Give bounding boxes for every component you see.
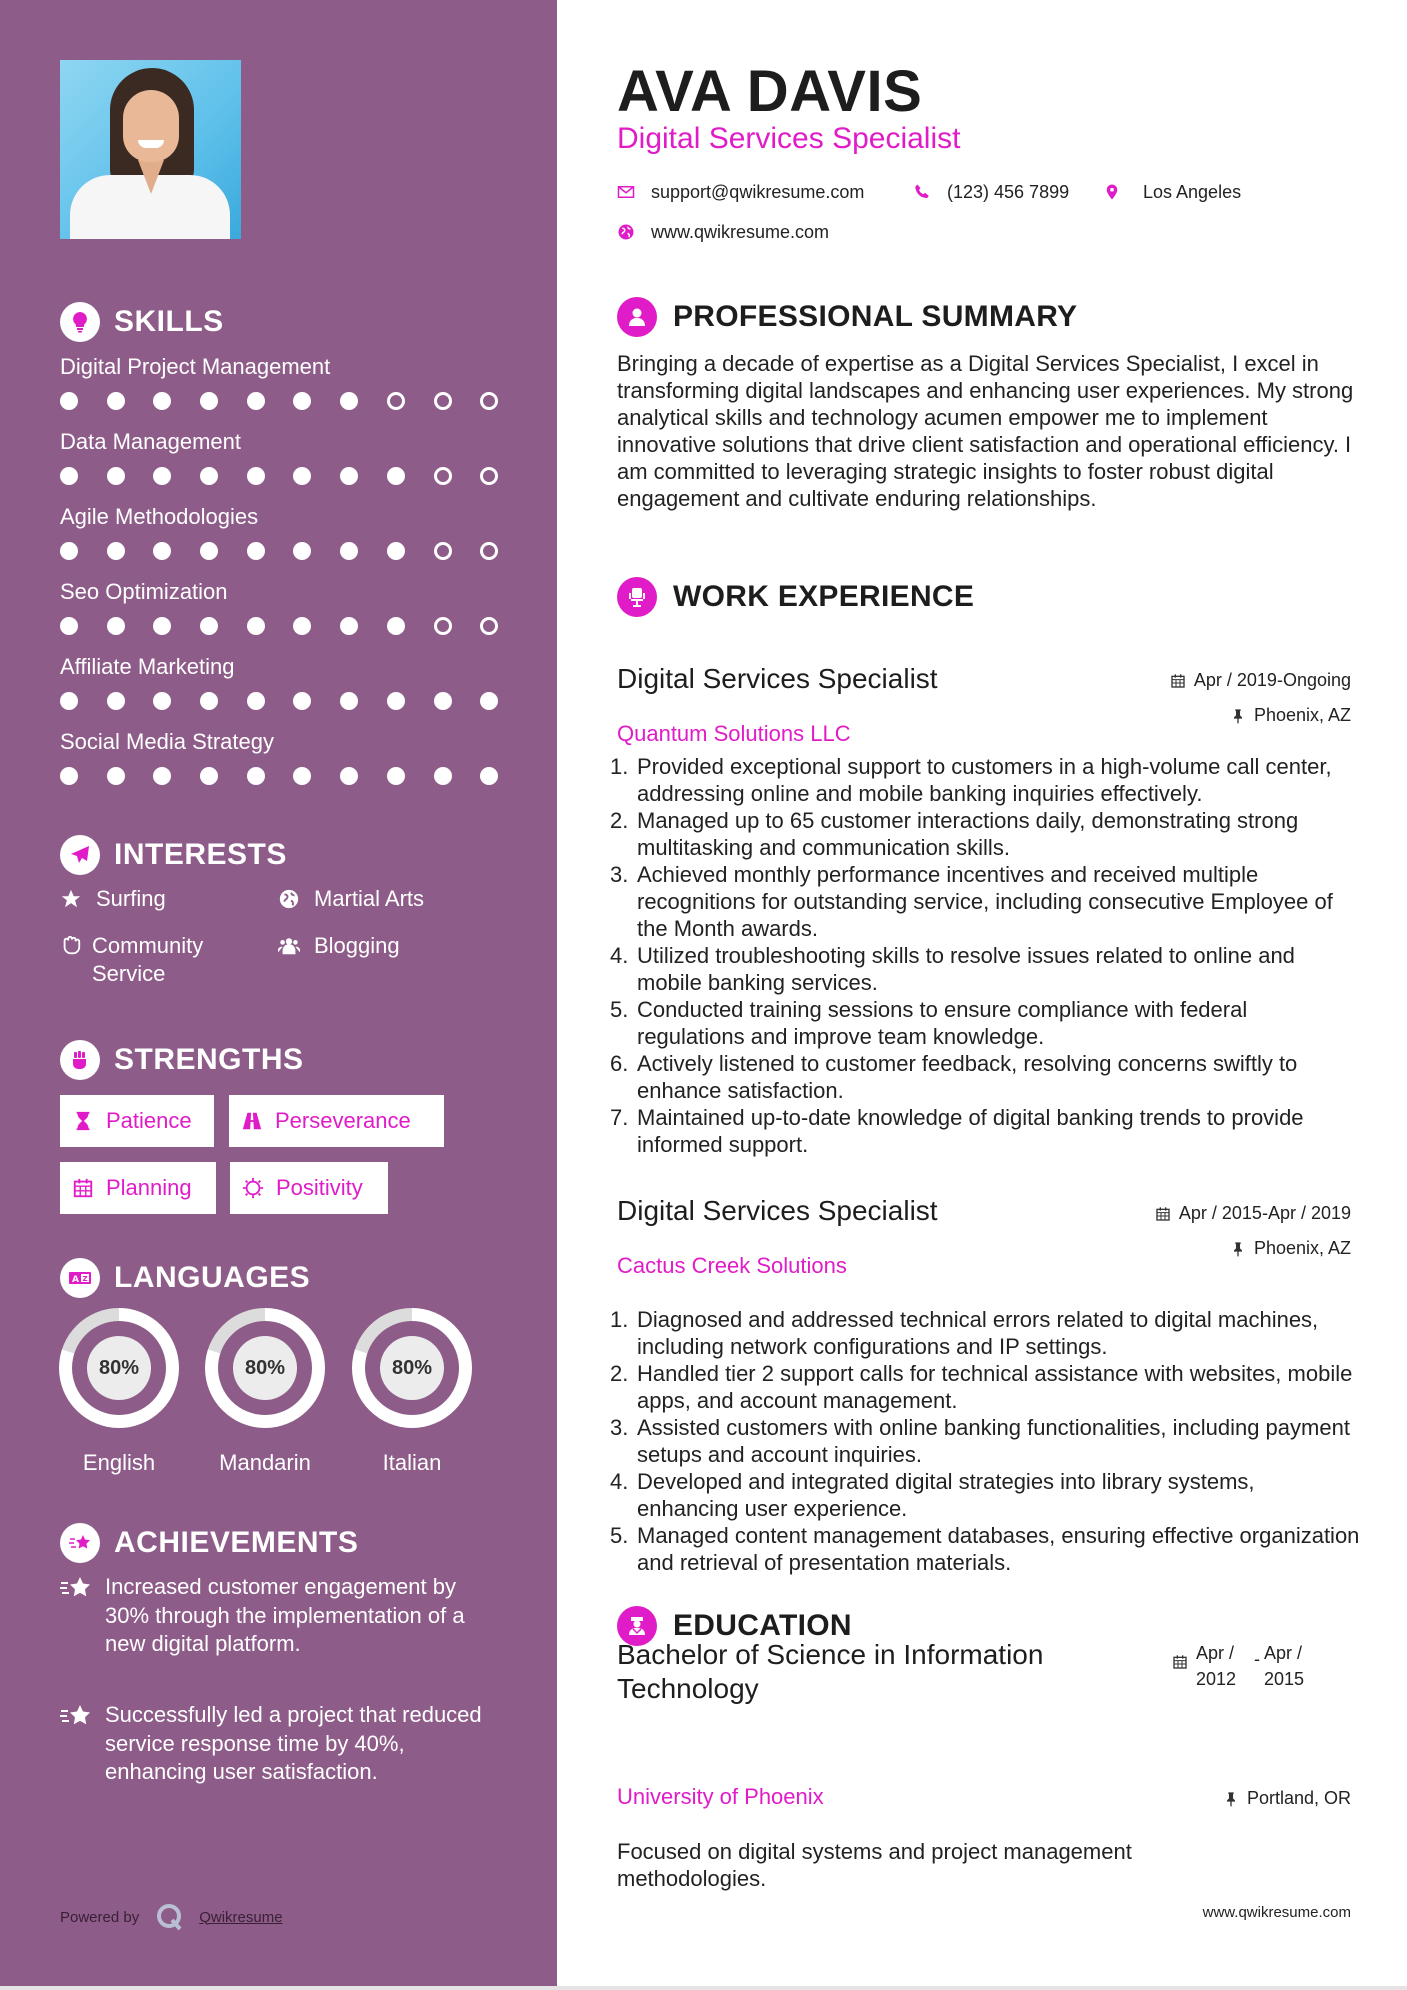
- rating-dot-filled: [200, 767, 218, 785]
- responsibility-item: [610, 942, 1360, 996]
- rating-dot-empty: [387, 392, 405, 410]
- skill-item: [60, 727, 530, 785]
- rating-dot-empty: [480, 617, 498, 635]
- users-icon: [278, 932, 304, 960]
- job-location-text: Phoenix, AZ: [1253, 1238, 1351, 1258]
- candidate-name: AVA DAVIS: [617, 59, 923, 124]
- item-number: 7.: [610, 1105, 629, 1130]
- achievements-title: ACHIEVEMENTS: [114, 1526, 359, 1559]
- language-item: [59, 1308, 179, 1476]
- languages-title: LANGUAGES: [114, 1261, 311, 1294]
- fist-icon: [60, 1040, 100, 1080]
- education-dates: [1172, 1640, 1316, 1692]
- rating-dot-filled: [60, 767, 78, 785]
- responsibility-item: [610, 861, 1360, 942]
- item-number: 2.: [610, 1361, 629, 1386]
- education-end-date: Apr / 2015: [1264, 1643, 1305, 1689]
- rating-dot-filled: [247, 542, 265, 560]
- svg-text:Z: Z: [82, 1275, 88, 1283]
- skill-label: Agile Methodologies: [60, 504, 259, 529]
- job-dates: [1155, 1203, 1351, 1224]
- calendar-icon: [72, 1177, 94, 1199]
- rating-dot-filled: [107, 467, 125, 485]
- languages-heading: [60, 1257, 310, 1299]
- hand-icon: [60, 932, 82, 960]
- responsibility-text: Managed content management databases, ensuring effective organization and retrieval of presentation materials.: [637, 1523, 1360, 1575]
- responsibility-text: Developed and integrated digital strategies into library systems, enhancing user experience.: [637, 1469, 1255, 1521]
- language-name: Mandarin: [219, 1450, 311, 1475]
- contact-email: [617, 180, 864, 204]
- summary-title: PROFESSIONAL SUMMARY: [673, 300, 1078, 333]
- job-dates: [1170, 670, 1351, 691]
- job-responsibilities: [610, 753, 1360, 1158]
- responsibility-text: Assisted customers with online banking functionalities, including payment setups and account inquiries.: [637, 1415, 1350, 1467]
- skill-item: [60, 502, 530, 560]
- rating-dot-filled: [247, 767, 265, 785]
- rating-dot-filled: [387, 542, 405, 560]
- qwikresume-link[interactable]: Qwikresume: [199, 1908, 283, 1926]
- rating-dot-filled: [247, 617, 265, 635]
- date-separator: -: [1254, 1649, 1260, 1669]
- envelope-icon: [617, 183, 635, 201]
- rating-dot-filled: [60, 617, 78, 635]
- rating-dot-filled: [247, 692, 265, 710]
- responsibility-item: [610, 753, 1360, 807]
- job-dates-text: Apr / 2015-Apr / 2019: [1178, 1203, 1351, 1223]
- rating-dot-filled: [480, 692, 498, 710]
- strengths-heading: [60, 1039, 304, 1081]
- item-number: 2.: [610, 808, 629, 833]
- item-number: 3.: [610, 1415, 629, 1440]
- responsibility-text: Handled tier 2 support calls for technical assistance with websites, mobile apps, and account management.: [637, 1361, 1353, 1413]
- rating-dot-filled: [107, 767, 125, 785]
- interest-item: [278, 885, 424, 913]
- company-name: Cactus Creek Solutions: [617, 1253, 847, 1278]
- rating-dot-filled: [480, 767, 498, 785]
- rating-dot-filled: [200, 467, 218, 485]
- globe-icon: [617, 223, 635, 241]
- language-name: Italian: [382, 1450, 442, 1475]
- powered-by: [60, 1902, 283, 1932]
- location-text: Los Angeles: [1143, 181, 1242, 202]
- strength-tag-perseverance: [229, 1095, 444, 1147]
- item-number: 5.: [610, 1523, 629, 1548]
- paper-plane-icon: [60, 835, 100, 875]
- rating-dot-filled: [200, 542, 218, 560]
- company-name: Quantum Solutions LLC: [617, 721, 851, 746]
- rating-dot-filled: [293, 392, 311, 410]
- interest-item: [278, 932, 400, 960]
- qwikresume-logo-icon: [155, 1902, 185, 1932]
- responsibility-text: Provided exceptional support to customers in a high-volume call center, addressing online and mobile banking inquiries effectively.: [637, 754, 1332, 806]
- calendar-icon: [1172, 1654, 1188, 1670]
- rating-dot-filled: [340, 392, 358, 410]
- responsibility-text: Maintained up-to-date knowledge of digital banking trends to provide informed support.: [637, 1105, 1304, 1157]
- strength-label: Perseverance: [275, 1108, 411, 1133]
- rating-dot-filled: [293, 767, 311, 785]
- achievement-text: Successfully led a project that reduced service response time by 40%, enhancing user satisfaction.: [105, 1702, 482, 1784]
- interests-heading: [60, 834, 287, 876]
- skill-item: [60, 652, 530, 710]
- rating-dot-filled: [107, 542, 125, 560]
- powered-by-label: Powered by: [60, 1908, 140, 1926]
- rating-dot-filled: [434, 767, 452, 785]
- rating-dot-filled: [293, 692, 311, 710]
- responsibility-item: [610, 1104, 1360, 1158]
- rating-dot-filled: [60, 467, 78, 485]
- shooting-star-icon: [60, 1523, 100, 1563]
- education-start-date: Apr / 2012: [1196, 1643, 1237, 1689]
- summary-text: Bringing a decade of expertise as a Digital Services Specialist, I excel in transforming digital landscapes and enhancing user experiences. My strong analytical skills and technology acumen empower me to implement innovative solutions that drive client satisfaction and operational efficiency. I am committed to leveraging strategic insights to foster robust digital engagement and cultivate enduring relationships.: [617, 351, 1354, 511]
- rating-dot-filled: [200, 692, 218, 710]
- sun-icon: [242, 1177, 264, 1199]
- language-percent: 80%: [87, 1336, 151, 1400]
- candidate-role: Digital Services Specialist: [617, 122, 961, 155]
- item-number: 4.: [610, 1469, 629, 1494]
- job-title: Digital Services Specialist: [617, 1195, 938, 1226]
- skill-rating: [60, 467, 530, 485]
- star-icon: [60, 885, 86, 913]
- job-responsibilities: [610, 1306, 1360, 1576]
- rating-dot-filled: [293, 542, 311, 560]
- user-icon: [617, 297, 657, 337]
- skills-title: SKILLS: [114, 305, 224, 338]
- rating-dot-filled: [387, 692, 405, 710]
- language-progress-ring: [205, 1308, 325, 1428]
- rating-dot-empty: [434, 542, 452, 560]
- skill-label: Social Media Strategy: [60, 729, 274, 754]
- pushpin-icon: [1230, 708, 1246, 724]
- calendar-icon: [1155, 1206, 1171, 1222]
- rating-dot-filled: [153, 767, 171, 785]
- skill-rating: [60, 392, 530, 410]
- interest-item: [60, 885, 166, 913]
- strength-tag-positivity: [230, 1162, 388, 1214]
- responsibility-item: [610, 1468, 1360, 1522]
- job-location: [1230, 1238, 1351, 1259]
- rating-dot-filled: [107, 692, 125, 710]
- achievements-heading: [60, 1522, 358, 1564]
- rating-dot-filled: [60, 542, 78, 560]
- rating-dot-filled: [153, 467, 171, 485]
- contact-phone: [913, 180, 1069, 204]
- contact-location: [1103, 180, 1241, 204]
- job-dates-text: Apr / 2019-Ongoing: [1193, 670, 1351, 690]
- email-link[interactable]: support@qwikresume.com: [651, 181, 865, 202]
- page-bottom-border: [0, 1986, 1407, 1990]
- calendar-icon: [1170, 673, 1186, 689]
- item-number: 4.: [610, 943, 629, 968]
- skill-label: Affiliate Marketing: [60, 654, 235, 679]
- achievement-text: Increased customer engagement by 30% through the implementation of a new digital platform.: [105, 1574, 465, 1656]
- skill-item: [60, 427, 530, 485]
- rating-dot-filled: [387, 767, 405, 785]
- item-number: 5.: [610, 997, 629, 1022]
- shooting-star-icon: [60, 1701, 105, 1787]
- responsibility-item: [610, 1050, 1360, 1104]
- language-name: English: [82, 1450, 156, 1475]
- footer-website[interactable]: www.qwikresume.com: [1202, 1904, 1351, 1921]
- map-pin-icon: [1103, 183, 1121, 201]
- skill-rating: [60, 617, 530, 635]
- rating-dot-filled: [340, 467, 358, 485]
- job-title: Digital Services Specialist: [617, 663, 938, 694]
- job-location: [1230, 705, 1351, 726]
- pushpin-icon: [1230, 1241, 1246, 1257]
- rating-dot-filled: [107, 617, 125, 635]
- road-icon: [241, 1110, 263, 1132]
- language-percent: 80%: [233, 1336, 297, 1400]
- school-name: University of Phoenix: [617, 1784, 824, 1809]
- rating-dot-filled: [434, 692, 452, 710]
- sidebar: [0, 0, 557, 1990]
- education-location: [1223, 1788, 1351, 1809]
- office-chair-icon: [617, 577, 657, 617]
- interest-item: [60, 932, 250, 988]
- responsibility-text: Diagnosed and addressed technical errors related to digital machines, including network configurations and IP settings.: [637, 1307, 1319, 1359]
- main-content: [557, 0, 1407, 1990]
- rating-dot-filled: [153, 692, 171, 710]
- responsibility-text: Achieved monthly performance incentives and received multiple recognitions for outstanding service, including consecutive Employee of the Month awards.: [637, 862, 1333, 941]
- responsibility-item: [610, 807, 1360, 861]
- strength-tag-patience: [60, 1095, 214, 1147]
- skills-heading: [60, 301, 224, 343]
- rating-dot-filled: [387, 617, 405, 635]
- strength-label: Positivity: [276, 1175, 363, 1200]
- rating-dot-empty: [434, 467, 452, 485]
- language-percent: 80%: [380, 1336, 444, 1400]
- responsibility-text: Managed up to 65 customer interactions daily, demonstrating strong multitasking and communication skills.: [637, 808, 1299, 860]
- rating-dot-filled: [340, 542, 358, 560]
- responsibility-item: [610, 1414, 1360, 1468]
- strength-tag-planning: [60, 1162, 216, 1214]
- rating-dot-empty: [434, 392, 452, 410]
- achievement-item: [60, 1573, 500, 1659]
- contact-website: [617, 220, 829, 244]
- rating-dot-filled: [247, 467, 265, 485]
- strength-label: Planning: [106, 1175, 192, 1200]
- globe-icon: [278, 885, 304, 913]
- item-number: 1.: [610, 754, 629, 779]
- responsibility-item: [610, 1522, 1360, 1576]
- strength-label: Patience: [106, 1108, 192, 1133]
- interest-label: Blogging: [314, 933, 400, 958]
- responsibility-item: [610, 996, 1360, 1050]
- rating-dot-filled: [387, 467, 405, 485]
- skill-item: [60, 352, 530, 410]
- skill-label: Data Management: [60, 429, 241, 454]
- rating-dot-filled: [153, 392, 171, 410]
- responsibility-item: [610, 1306, 1360, 1360]
- rating-dot-filled: [200, 617, 218, 635]
- rating-dot-filled: [340, 692, 358, 710]
- rating-dot-filled: [60, 692, 78, 710]
- rating-dot-empty: [480, 392, 498, 410]
- education-title: EDUCATION: [673, 1609, 852, 1642]
- responsibility-item: [610, 1360, 1360, 1414]
- rating-dot-filled: [153, 617, 171, 635]
- responsibility-text: Utilized troubleshooting skills to resolve issues related to online and mobile banking services.: [637, 943, 1295, 995]
- summary-heading: [617, 296, 1077, 338]
- rating-dot-filled: [340, 617, 358, 635]
- education-description: Focused on digital systems and project management methodologies.: [617, 1839, 1132, 1891]
- achievement-item: [60, 1701, 500, 1787]
- item-number: 6.: [610, 1051, 629, 1076]
- rating-dot-filled: [153, 542, 171, 560]
- language-item: [205, 1308, 325, 1476]
- rating-dot-empty: [480, 467, 498, 485]
- work-heading: [617, 576, 974, 618]
- language-item: [352, 1308, 472, 1476]
- job-location-text: Phoenix, AZ: [1253, 705, 1351, 725]
- rating-dot-filled: [107, 392, 125, 410]
- rating-dot-filled: [200, 392, 218, 410]
- interest-label: Martial Arts: [314, 886, 425, 911]
- lightbulb-icon: [60, 302, 100, 342]
- skill-label: Digital Project Management: [60, 354, 331, 379]
- strengths-title: STRENGTHS: [114, 1043, 304, 1076]
- rating-dot-filled: [340, 767, 358, 785]
- skill-rating: [60, 542, 530, 560]
- interest-label: Community Service: [92, 933, 204, 986]
- shooting-star-icon: [60, 1573, 105, 1659]
- rating-dot-filled: [60, 392, 78, 410]
- website-link[interactable]: www.qwikresume.com: [651, 221, 830, 242]
- language-progress-ring: [59, 1308, 179, 1428]
- skill-rating: [60, 692, 530, 710]
- rating-dot-filled: [293, 467, 311, 485]
- degree-title: Bachelor of Science in Information Technology: [617, 1639, 1044, 1704]
- rating-dot-filled: [293, 617, 311, 635]
- work-title: WORK EXPERIENCE: [673, 580, 975, 613]
- skill-rating: [60, 767, 530, 785]
- svg-text:A: A: [72, 1275, 79, 1285]
- hourglass-icon: [72, 1110, 94, 1132]
- skill-item: [60, 577, 530, 635]
- phone-number[interactable]: (123) 456 7899: [947, 181, 1070, 202]
- interests-title: INTERESTS: [114, 838, 287, 871]
- rating-dot-empty: [434, 617, 452, 635]
- skill-label: Seo Optimization: [60, 579, 228, 604]
- item-number: 3.: [610, 862, 629, 887]
- responsibility-text: Conducted training sessions to ensure compliance with federal regulations and improve team knowledge.: [637, 997, 1248, 1049]
- rating-dot-empty: [480, 542, 498, 560]
- responsibility-text: Actively listened to customer feedback, resolving concerns swiftly to enhance satisfaction.: [637, 1051, 1298, 1103]
- language-icon: [60, 1258, 100, 1298]
- interest-label: Surfing: [96, 886, 166, 911]
- education-location-text: Portland, OR: [1246, 1788, 1351, 1808]
- rating-dot-filled: [247, 392, 265, 410]
- item-number: 1.: [610, 1307, 629, 1332]
- pushpin-icon: [1223, 1791, 1239, 1807]
- phone-icon: [913, 183, 931, 201]
- language-progress-ring: [352, 1308, 472, 1428]
- profile-photo: [60, 60, 241, 239]
